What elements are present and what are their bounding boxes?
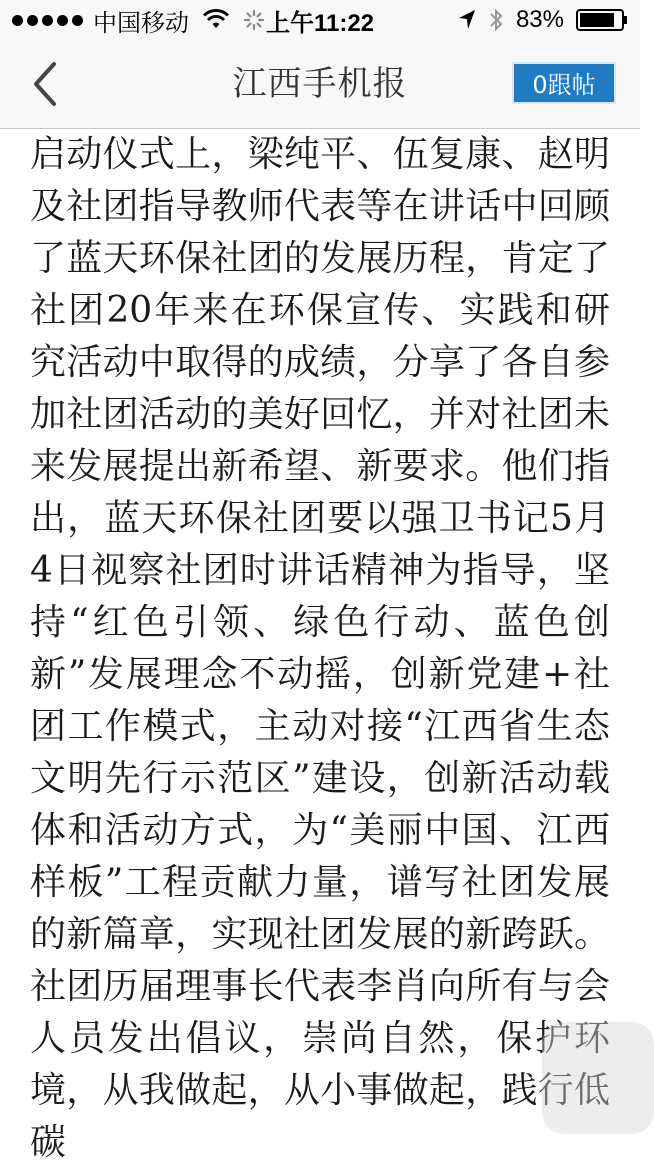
page-title: 江西手机报: [232, 64, 408, 104]
status-bar: [0, 0, 640, 40]
battery-icon: [576, 9, 628, 31]
signal-strength-icon: [12, 15, 83, 26]
carrier-name: 中国移动: [93, 9, 189, 37]
wifi-icon: [203, 10, 229, 30]
location-arrow-icon: [458, 9, 476, 31]
status-time: 上午11:22: [265, 9, 375, 37]
nav-bar: [0, 40, 640, 129]
bluetooth-icon: [488, 7, 504, 33]
floating-action-button[interactable]: [542, 1022, 654, 1134]
comment-count-button[interactable]: 0跟帖: [512, 62, 616, 104]
status-right: [458, 6, 628, 34]
battery-percent: 83%: [515, 6, 564, 33]
loading-spinner-icon: [243, 9, 265, 31]
article-paragraph: 启动仪式上，梁纯平、伍复康、赵明及社团指导教师代表等在讲话中回顾了蓝天环保社团的发展历程，肯定了社团20年来在环保宣传、实践和研究活动中取得的成绩，分享了各自参加社团活动的美好回忆，并对社团未来发展提出新希望、新要求。他们指出，蓝天环保社团要以强卫书记5月4日视察社团时讲话精神为指导，坚持“红色引领、绿色行动、蓝色创新”发展理念不动摇，创新党建+社团工作模式，主动对接“江西省生态文明先行示范区”建设，创新活动载体和活动方式，为“美丽中国、江西样板”工程贡献力量，谱写社团发展的新篇章，实现社团发展的新跨跃。社团历届理事长代表李肖向所有与会人员发出倡议，崇尚自然，保护环境，从我做起，从小事做起，践行低碳: [30, 134, 610, 1163]
article-body: [30, 129, 610, 1163]
